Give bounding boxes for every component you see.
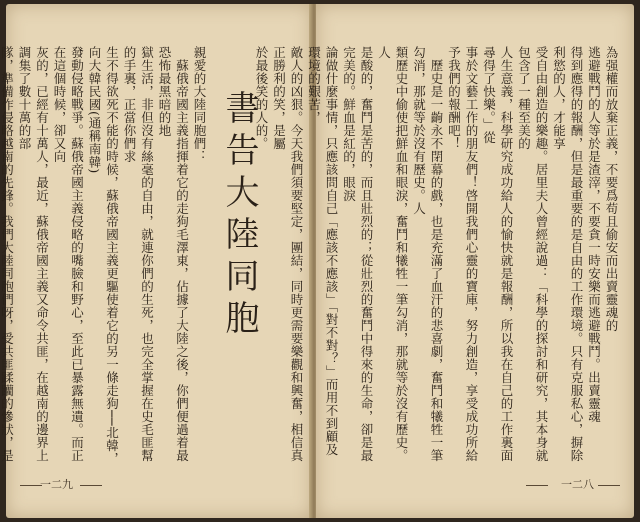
page-number-rule-right bbox=[598, 485, 620, 486]
page-number-rule-left bbox=[20, 485, 42, 486]
right-page-number: 一二八 bbox=[561, 478, 594, 491]
page-number-rule-left bbox=[526, 485, 548, 486]
left-page-number: 一二九 bbox=[40, 478, 73, 491]
right-page bbox=[254, 4, 634, 518]
article-title: 書告大陸同胞 bbox=[219, 90, 259, 342]
right-page-body-text: 為强權而放棄正義，不要爲苟且偷安而出賣靈魂的 逃避戰鬥的人等於是渣滓，不要貪一時安樂而逃避戰鬥。出賣靈魂 得到應得的報酬，但是最重要的是自由的工作環境。只有克服私心，摒除利慾的人，才能享 受自由創造的樂趣。居里夫人曾經說過：「科學的探討和研究，其本身就包含了一種至美的 人生意義，科學研究成功給人的愉快就是報酬，所以我在自己的工作裏面尋得了快樂。」從 事於文藝工作的朋友們！啓開我們心靈的寶庫，努力創造，享受成功所給予我們的報酬吧！ 歷史是一齣永不閉幕的戲，也是充滿了血汗的悲喜劇，奮鬥和犧牲一筆勾消，那就等於沒有歷史。人 類歷史中偷使把鮮血和眼淚，奮鬥和犧牲一筆勾消，那就等於沒有歷史。人 是酸的，奮鬥是苦的，而且壯烈的；從壯烈的奮鬥中得來的生命，卻是最完美的。鮮血是紅的，眼淚 論做什麼事情，只應該問自己「應該不應該」「對不對？」而用不到顧及環境的艱苦， 敵人的凶狠。今天我們須要堅定，團結，同時更需要樂觀和興奮，相信真正勝利的笑，是屬 於最後笑的人的。 bbox=[254, 46, 619, 462]
left-page-body-text: 親愛的大陸同胞們： 蘇俄帝國主義指揮着它的走狗毛澤東，佔據了大陸之後，你們便過着最恐怖最黑暗的地 獄生活，非但沒有絲毫的自由，就連你們的生死，也完全掌握在史毛匪幫的手裏，正當你們求 生不得欲死不能的時候，蘇俄帝國主義更驅使着它的另一條走狗──北韓，向大韓民國(通稱南韓) 發動侵略戰爭。蘇俄帝國主義侵略的嘴臉和野心，至此已暴露無遺。而正在這個時候，卻又向 灰的，已經有十萬人，最近，蘇俄帝國主義又命令共匪，在越南的邊界上調集了數十萬的部 隊，準備作侵略越南的先鋒。我們大陸同胞們呀，受共匪蹂躪的慘狀，是 bbox=[0, 46, 207, 466]
page-number-rule-right bbox=[80, 485, 102, 486]
